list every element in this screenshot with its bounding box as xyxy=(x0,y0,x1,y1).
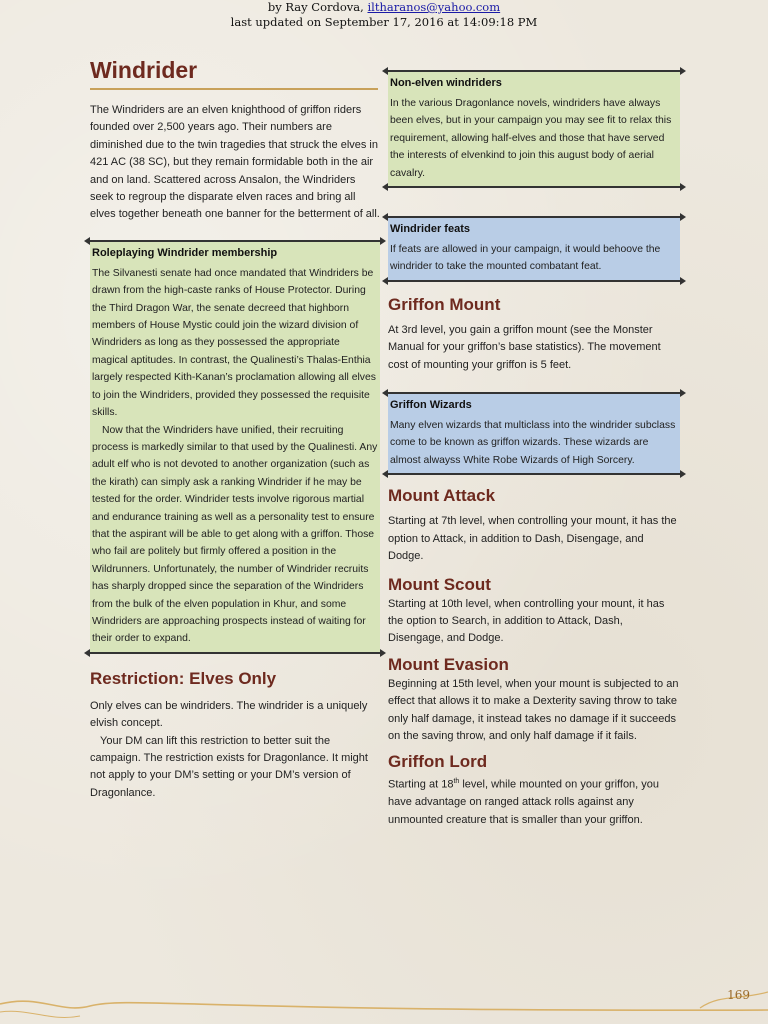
sidebar-title: Griffon Wizards xyxy=(390,399,472,412)
section-paragraph xyxy=(388,773,680,829)
left-column xyxy=(90,56,380,802)
feats-sidebar xyxy=(388,216,680,282)
sidebar-paragraph: If feats are allowed in your campaign, it would behoove the windrider to take the mounted combatant feat. xyxy=(390,244,661,273)
nonelven-sidebar xyxy=(388,70,680,188)
roleplaying-sidebar xyxy=(90,240,380,654)
footer-ornament xyxy=(0,964,768,1024)
section-paragraph: Beginning at 15th level, when your mount is subjected to an effect that allows it to make a Dexterity saving throw to take only half damage, it instead takes no damage if it succeeds on the saving throw, and only half damage if it fails. xyxy=(388,677,679,742)
byline xyxy=(0,0,768,15)
page-number: 169 xyxy=(727,988,750,1002)
griffon-lord-text-b: level, while mounted on your griffon, you have advantage on ranged attack rolls against any unmounted creature that is smaller than your griffon. xyxy=(388,779,660,826)
sidebar-title: Windrider feats xyxy=(390,223,470,236)
intro-paragraph: The Windriders are an elven knighthood of griffon riders founded over 2,500 years ago. Their numbers are diminished due to the twin tragedies that struck the elves in 421 AC (38 SC), but they remain formidable both in the air and on land. Scattered across Ansalon, the Windriders seek to regroup the disparate elven races and bring all elves together beneath one banner for the betterment of all. xyxy=(90,104,380,221)
sidebar-paragraph: Many elven wizards that multiclass into the windrider subclass come to be known as griffon wizards. These wizards are almost alwayss White Robe Wizards of High Sorcery. xyxy=(390,420,676,466)
page-title: Windrider xyxy=(90,57,198,83)
sidebar-bottom-bar xyxy=(386,280,682,282)
restriction-paragraph: Only elves can be windriders. The windrider is a uniquely elvish concept. xyxy=(90,699,368,730)
ordinal-suffix: th xyxy=(453,778,460,786)
section-paragraph: At 3rd level, you gain a griffon mount (see the Monster Manual for your griffon’s base statistics). The movement cost of mounting your griffon is 5 feet. xyxy=(388,323,661,371)
sidebar-paragraph: The Silvanesti senate had once mandated that Windriders be drawn from the high-caste ranks of House Protector. During the Third Dragon War, the senate decreed that highborn members of House Mystic could join the wizard division of Windriders as long as they possessed the appropriate magical aptitudes. In contrast, the Qualinesti’s Thalas-Enthia largely respected Kith-Kanan’s proclamation allowing all elves to join the Windriders, provided they possessed the requisite skills. xyxy=(92,267,376,419)
section-paragraph: Starting at 10th level, when controlling your mount, it has the option to Search, in addition to Attack, Dash, Disengage, and Dodge. xyxy=(388,597,665,645)
title-rule xyxy=(90,88,378,90)
section-heading: Mount Scout xyxy=(388,574,491,594)
author-email-link[interactable]: iltharanos@yahoo.com xyxy=(367,0,501,14)
section-heading: Mount Evasion xyxy=(388,654,509,674)
sidebar-title: Non-elven windriders xyxy=(390,77,502,89)
section-heading: Mount Attack xyxy=(388,486,496,506)
section-heading: Griffon Mount xyxy=(388,294,501,314)
right-column xyxy=(388,70,680,829)
restriction-paragraph: Your DM can lift this restriction to better suit the campaign. The restriction exists for Dragonlance. It might not apply to your DM’s setting or your DM’s version of Dragonlance. xyxy=(90,734,368,799)
byline-prefix: by Ray Cordova, xyxy=(267,0,364,14)
wizards-sidebar xyxy=(388,392,680,475)
sidebar-paragraph: In the various Dragonlance novels, windriders have always been elves, but in your campaign you may see fit to relax this requirement, allowing half-elves and those that have served the interests of elvenkind to join this august body of aerial cavalry. xyxy=(390,98,672,179)
section-paragraph: Starting at 7th level, when controlling your mount, it has the option to Attack, in addition to Dash, Disengage, and Dodge. xyxy=(388,515,677,563)
sidebar-top-bar xyxy=(386,216,682,218)
last-updated: last updated on September 17, 2016 at 14:09:18 PM xyxy=(230,15,538,29)
griffon-lord-text-a: Starting at 18 xyxy=(388,779,454,791)
sidebar-bottom-bar xyxy=(88,652,382,654)
sidebar-top-bar xyxy=(386,392,682,394)
sidebar-title: Roleplaying Windrider membership xyxy=(92,246,278,259)
section-heading: Restriction: Elves Only xyxy=(90,668,277,688)
page-header xyxy=(0,0,768,30)
sidebar-top-bar xyxy=(88,240,382,242)
sidebar-bottom-bar xyxy=(386,473,682,475)
section-heading: Griffon Lord xyxy=(388,752,488,772)
sidebar-top-bar xyxy=(386,70,682,72)
sidebar-bottom-bar xyxy=(386,186,682,188)
sidebar-paragraph: Now that the Windriders have unified, their recruiting process is markedly similar to that used by the Qualinesti. Any adult elf who is not devoted to another organization (such as the kirath) can simply ask a ranking Windrider if he may be tested for the order. Windrider tests involve rigorous martial and endurance training as well as a personality test to ensure that the aspirant will be able to get along with a griffon. Those who fail are politely but firmly offered a position in the Wildrunners. Unfortunately, the number of Windrider recruits has sharply dropped since the separation of the Windriders from the bulk of the elven population in Khur, and some Windriders are approaching prospects instead of waiting for their order to expand. xyxy=(92,424,378,645)
